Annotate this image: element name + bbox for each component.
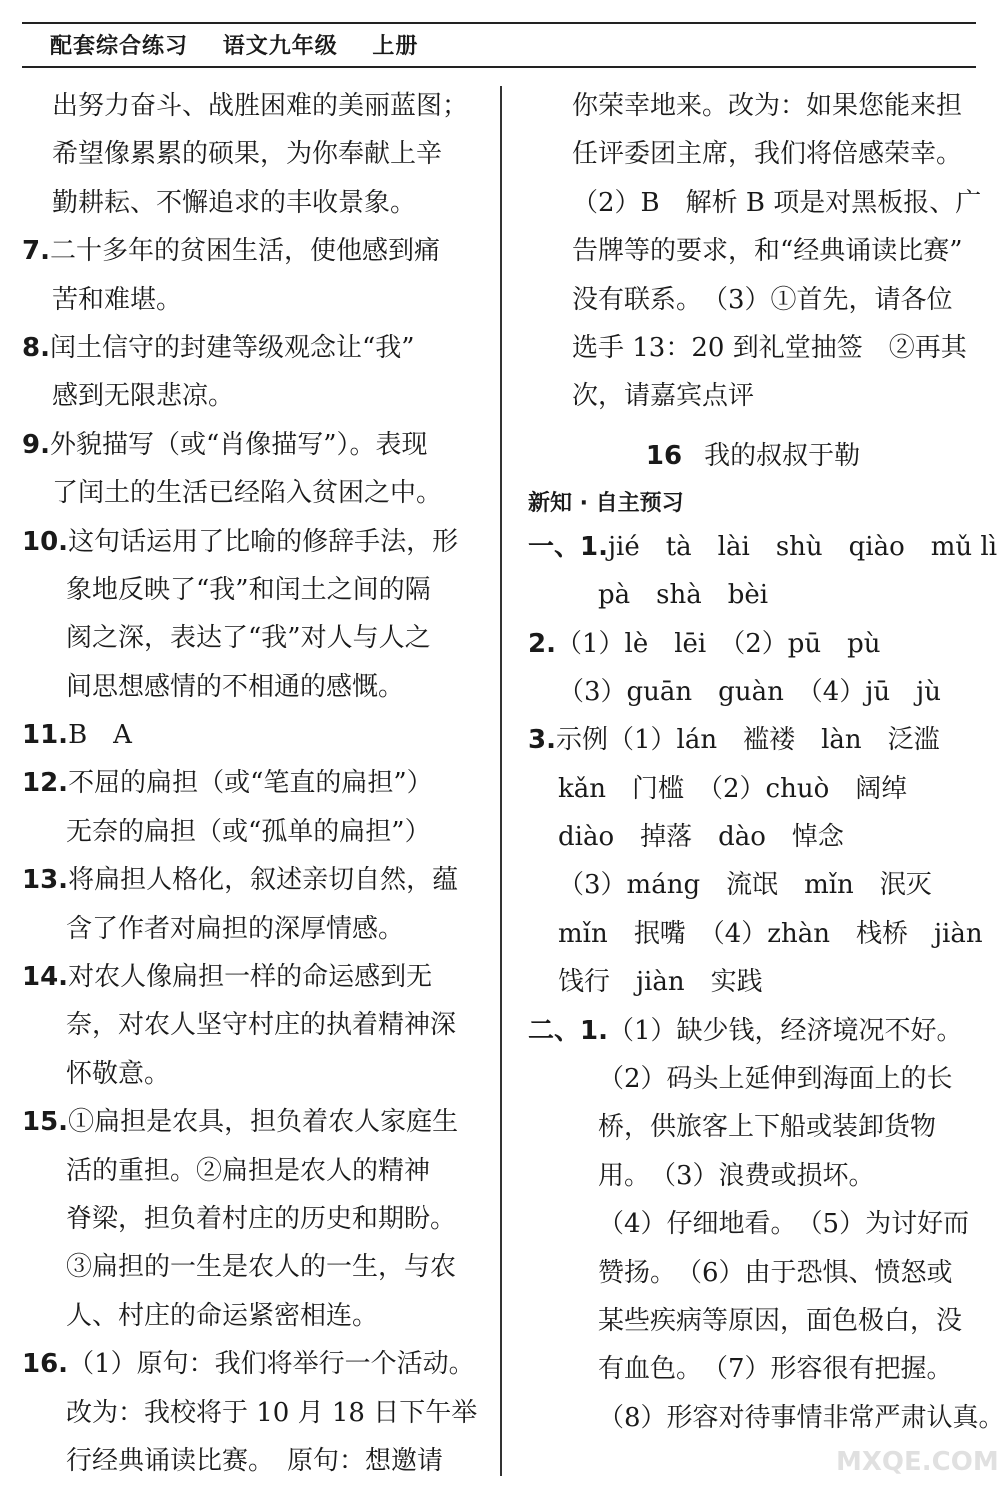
answer-text: 人、村庄的命运紧密相连。 [66, 1300, 379, 1331]
answer-text: 用。 （3）浪费或损坏。 [598, 1160, 875, 1191]
answer-text: 改为：我校将于 10 月 18 日下午举 [66, 1397, 478, 1428]
answer-line [528, 179, 982, 227]
answer-line [22, 421, 482, 469]
lesson-title [528, 421, 978, 479]
answer-text: B A [68, 720, 132, 751]
answer-line [528, 1103, 978, 1151]
answer-text: 没有联系。 （3）①首先，请各位 [572, 284, 953, 315]
answer-text: 无奈的扁担（或“孤单的扁担”） [66, 816, 431, 847]
answer-text: 象地反映了“我”和闰土之间的隔 [66, 574, 431, 605]
answer-text: ①扁担是农具，担负着农人家庭生 [68, 1107, 459, 1138]
answer-line [528, 1152, 978, 1200]
answer-text: 闰土信守的封建等级观念让“我” [49, 332, 415, 363]
answer-line [22, 130, 482, 178]
question-number: 13. [22, 865, 69, 896]
answer-line [22, 1050, 482, 1098]
answer-line [528, 1200, 978, 1248]
answer-text: 某些疾病等原因，面色极白，没 [598, 1305, 963, 1336]
lesson-name: 我的叔叔于勒 [704, 440, 861, 471]
answer-text: 希望像累累的硕果，为你奉献上辛 [52, 139, 443, 170]
answer-line [22, 179, 482, 227]
answer-text: 脊梁，担负着村庄的历史和期盼。 [66, 1203, 457, 1234]
answer-line [528, 324, 978, 372]
watermark-text: MXQE.COM [836, 1447, 999, 1477]
answer-text: 将扁担人格化，叙述亲切自然，蕴 [68, 865, 459, 896]
answer-text: 阂之深，表达了“我”对人与人之 [66, 623, 431, 654]
question-number: 11. [22, 720, 69, 751]
answer-line [528, 227, 978, 275]
answer-text: 间思想感情的不相通的感慨。 [66, 671, 405, 702]
answer-text: 含了作者对扁担的深厚情感。 [66, 913, 405, 944]
answer-line [22, 953, 482, 1001]
answer-text: ③扁担的一生是农人的一生，与农 [66, 1252, 457, 1283]
answer-text: 任评委团主席，我们将倍感荣幸。 [572, 139, 963, 170]
answer-line [22, 372, 482, 420]
question-number: 二、1. [528, 1015, 608, 1046]
right-top-answers [528, 82, 982, 421]
answer-text: 桥，供旅客上下船或装卸货物 [598, 1112, 937, 1143]
answer-text: 外貌描写（或“肖像描写”）。表现 [49, 429, 428, 460]
answer-line [22, 566, 482, 614]
answer-text: 奈，对农人坚守村庄的执着精神深 [66, 1010, 457, 1041]
subject-grade: 语文九年级 [222, 34, 338, 59]
answer-line [22, 227, 482, 275]
answer-line [528, 716, 978, 764]
question-number: 3. [528, 725, 556, 756]
answer-text: 对农人像扁担一样的命运感到无 [68, 962, 433, 993]
question-number: 15. [22, 1107, 69, 1138]
answer-text: 赞扬。 （6）由于恐惧、愤怒或 [598, 1257, 953, 1288]
question-number: 7. [22, 236, 50, 267]
answer-text: 苦和难堪。 [52, 284, 183, 315]
answer-line [22, 1147, 482, 1195]
answer-line [528, 910, 983, 958]
answer-line [22, 82, 482, 130]
answer-text: 饯行 jiàn 实践 [558, 967, 763, 998]
answer-text: pà shà bèi [598, 580, 769, 611]
answer-text: kǎn 门槛 （2）chuò 阔绰 [558, 773, 908, 804]
answer-line [528, 82, 978, 130]
left-column [22, 82, 482, 1485]
answer-text: 告牌等的要求，和“经典诵读比赛” [572, 236, 963, 267]
right-bottom-answers [528, 523, 1005, 1442]
page-header [22, 22, 976, 68]
lesson-number: 16 [645, 440, 683, 471]
answer-line [22, 663, 482, 711]
answer-text: 二十多年的贫困生活，使他感到痛 [49, 236, 440, 267]
watermark-logo [832, 1420, 999, 1480]
answer-line [22, 1195, 482, 1243]
answer-line [528, 1007, 978, 1055]
answer-line [528, 571, 978, 619]
answer-line [22, 1340, 482, 1388]
answer-line [528, 276, 978, 324]
question-number: 一、1. [528, 531, 608, 562]
answer-line [528, 958, 978, 1006]
answer-text: diào 掉落 dào 悼念 [558, 822, 844, 853]
question-number: 16. [22, 1349, 69, 1380]
answer-text: 行经典诵读比赛。 原句：想邀请 [66, 1445, 444, 1476]
answer-line [22, 1001, 482, 1049]
answer-text: 了闰土的生活已经陷入贫困之中。 [52, 478, 443, 509]
question-number: 14. [22, 962, 69, 993]
answer-text: （1）缺少钱，经济境况不好。 [607, 1015, 963, 1046]
answer-text: （1）原句：我们将举行一个活动。 [68, 1349, 475, 1380]
answer-text: （8）形容对待事情非常严肃认真。 [598, 1402, 1005, 1433]
answer-text: 示例（1）lán 褴褛 làn 泛滥 [555, 725, 940, 756]
answer-line [528, 620, 978, 668]
answer-text: 你荣幸地来。改为：如果您能来担 [572, 91, 963, 121]
answer-line [528, 765, 978, 813]
book-series: 配套综合练习 [50, 34, 189, 59]
answer-text: （4）仔细地看。 （5）为讨好而 [598, 1209, 970, 1240]
answer-line [528, 1249, 978, 1297]
answer-text: （3）máng 流氓 mǐn 泯灭 [558, 870, 932, 901]
answer-line [22, 905, 482, 953]
section-heading: 新知 · 自主预习 [528, 490, 684, 516]
answer-line [22, 1437, 482, 1485]
answer-line [528, 1055, 978, 1103]
answer-line [528, 668, 978, 716]
answer-line [528, 1297, 978, 1345]
column-divider [500, 86, 502, 1476]
answer-text: jié tà lài shù qiào mǔ lì [607, 531, 998, 562]
answer-text: 选手 13：20 到礼堂抽签 ②再其 [572, 332, 967, 363]
answer-text: （2）B 解析 B 项是对黑板报、广 [572, 187, 982, 218]
question-number: 9. [22, 429, 50, 460]
answer-line [528, 372, 978, 420]
question-number: 12. [22, 768, 69, 799]
question-number: 10. [22, 526, 69, 557]
answer-text: 勤耕耘、不懈追求的丰收景象。 [52, 187, 417, 218]
answer-text: 次，请嘉宾点评 [572, 381, 755, 412]
answer-text: （1）lè lēi （2）pū pù [555, 628, 881, 659]
answer-text: 活的重担。②扁担是农人的精神 [66, 1155, 431, 1186]
answer-line [22, 518, 482, 566]
answer-line [22, 324, 482, 372]
answer-line [22, 1243, 482, 1291]
answer-line [22, 711, 482, 759]
answer-line [22, 276, 482, 324]
answer-text: （2）码头上延伸到海面上的长 [598, 1064, 953, 1095]
right-column [528, 82, 1005, 1442]
answer-line [528, 1345, 978, 1393]
answer-text: 出努力奋斗、战胜困难的美丽蓝图； [52, 91, 469, 121]
volume: 上册 [372, 34, 419, 59]
question-number: 2. [528, 628, 556, 659]
answer-line [22, 856, 482, 904]
answer-line [22, 1389, 482, 1437]
answer-line [22, 469, 482, 517]
answer-line [528, 130, 978, 178]
question-number: 8. [22, 332, 50, 363]
answer-text: mǐn 抿嘴 （4）zhàn 栈桥 jiàn [558, 918, 983, 949]
answer-line [22, 808, 482, 856]
answer-line [22, 1098, 482, 1146]
answer-text: 不屈的扁担（或“笔直的扁担”） [68, 768, 433, 799]
answer-line [528, 523, 998, 571]
answer-line [528, 861, 978, 909]
answer-text: （3）guān guàn （4）jū jù [558, 676, 941, 707]
answer-text: 怀敬意。 [66, 1058, 171, 1089]
answer-line [22, 614, 482, 662]
answer-line [22, 1292, 482, 1340]
answer-line [22, 759, 482, 807]
answer-text: 感到无限悲凉。 [52, 381, 235, 412]
answer-text: 这句话运用了比喻的修辞手法，形 [68, 526, 459, 557]
answer-text: 有血色。 （7）形容很有把握。 [598, 1354, 953, 1385]
answer-line [528, 813, 978, 861]
